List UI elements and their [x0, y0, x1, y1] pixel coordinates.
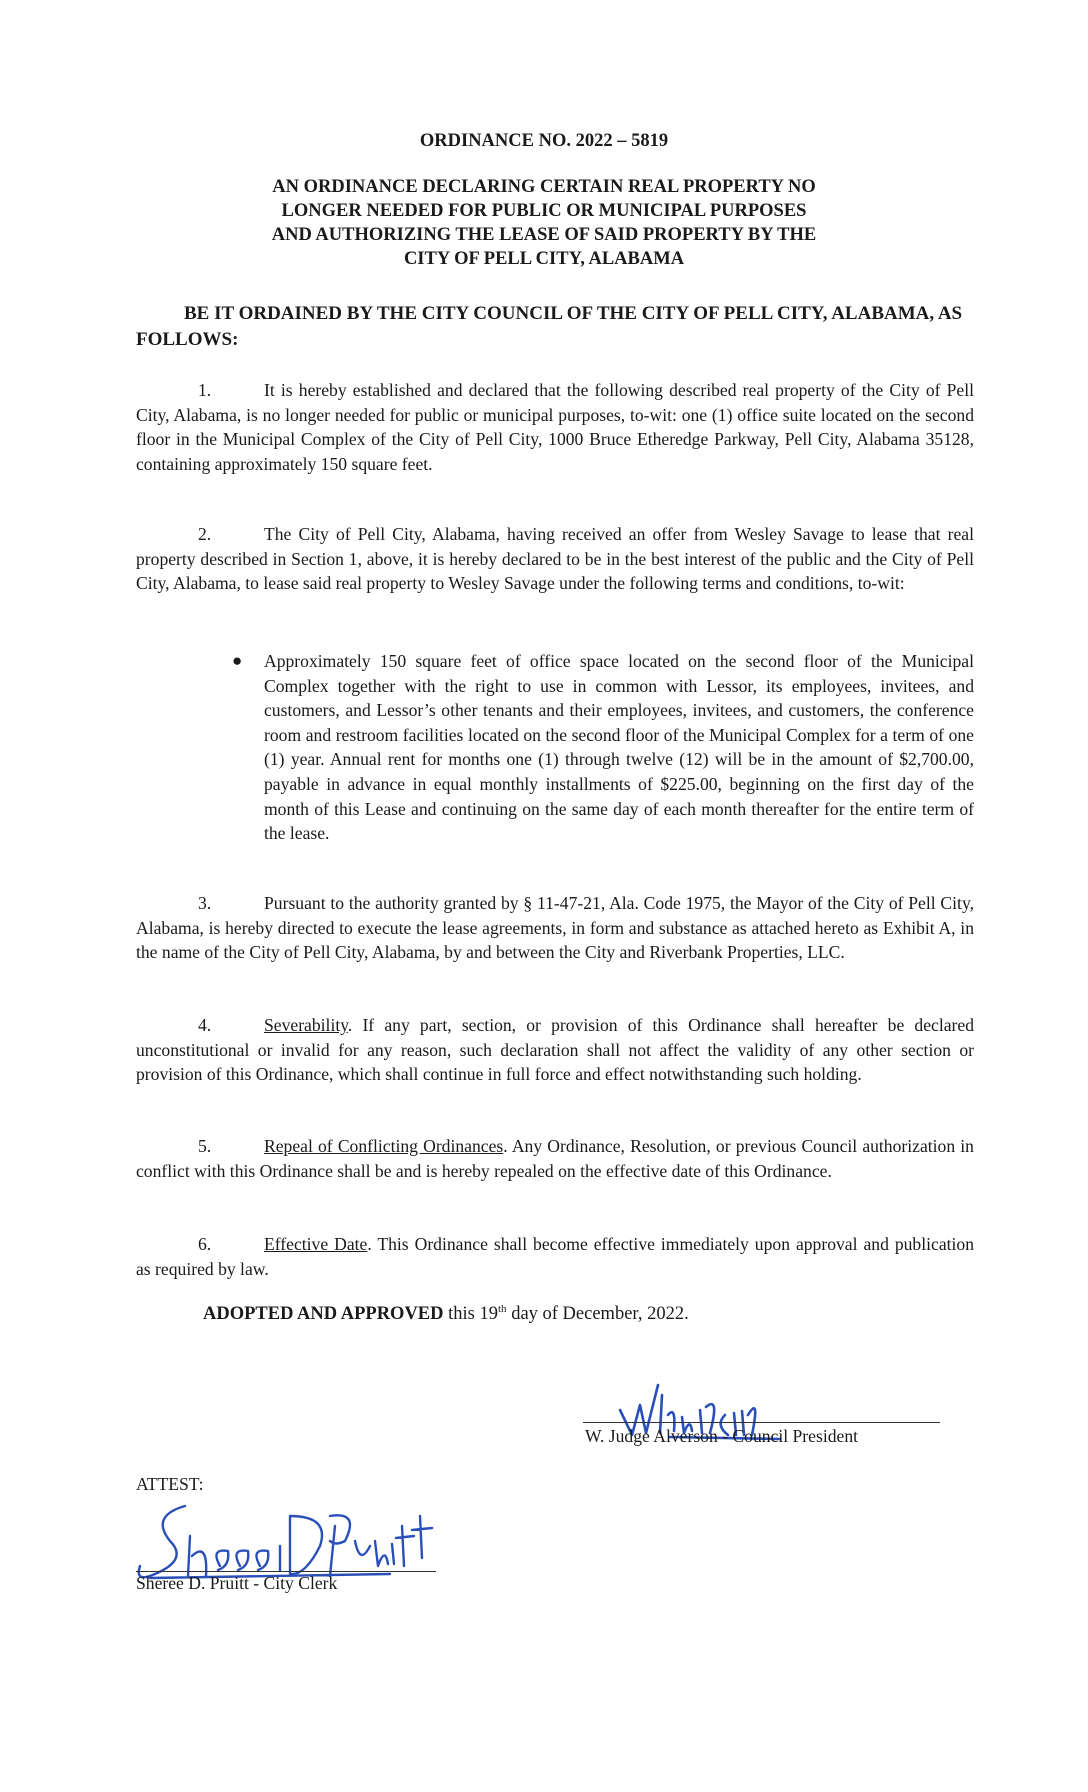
section-1 [136, 378, 974, 476]
section-6 [136, 1232, 974, 1281]
president-name: W. Judge Alverson - Council President [585, 1426, 859, 1446]
section-heading: Repeal of Conflicting Ordinances [264, 1136, 504, 1156]
section-2 [136, 522, 974, 596]
section-text: . If any part, section, or provision of this Ordinance shall hereafter be declared unconstitutional or invalid for any reason, such declaration shall not affect the validity of any other section or provision of this Ordinance, which shall continue in full force and effect notwithstanding such holding. [136, 1015, 974, 1085]
adoption-post: day of December, 2022. [506, 1304, 689, 1324]
president-signature-line [583, 1422, 940, 1423]
section-4 [136, 1013, 974, 1087]
clerk-name: Sheree D. Pruitt - City Clerk [136, 1573, 338, 1593]
section-heading: Effective Date [264, 1234, 368, 1254]
adoption-lead: ADOPTED AND APPROVED [203, 1304, 444, 1324]
section-heading: Severability [264, 1015, 348, 1035]
adoption-statement [203, 1304, 689, 1325]
title-line: AN ORDINANCE DECLARING CERTAIN REAL PROPERTY NO [272, 177, 816, 197]
bullet-icon: ● [232, 651, 243, 670]
clerk-signature-line [136, 1571, 436, 1572]
section-number: 6. [198, 1234, 212, 1254]
adoption-pre: this 19 [443, 1304, 498, 1324]
lease-terms-bullet [232, 649, 974, 846]
ordinance-number: ORDINANCE NO. 2022 – 5819 [419, 131, 669, 151]
title-line: CITY OF PELL CITY, ALABAMA [403, 249, 685, 269]
section-text: . This Ordinance shall become effective immediately upon approval and publication as required by law. [136, 1234, 974, 1279]
title-line: LONGER NEEDED FOR PUBLIC OR MUNICIPAL PURPOSES [281, 201, 807, 221]
section-number: 2. [198, 524, 212, 544]
bullet-text: Approximately 150 square feet of office space located on the second floor of the Municipal Complex together with the right to use in common with Lessor, its employees, invitees, and customers, and Lessor’s other tenants and their employees, invitees, and customers, the conference room and restroom facilities located on the second floor of the Municipal Complex for a term of one (1) year. Annual rent for months one (1) through twelve (12) will be in the amount of $2,700.00, payable in advance in equal monthly installments of $225.00, beginning on the first day of the month of this Lease and continuing on the same day of each month thereafter for the entire term of the lease. [264, 651, 974, 844]
title-line: AND AUTHORIZING THE LEASE OF SAID PROPERTY BY THE [271, 225, 817, 245]
section-number: 3. [198, 893, 212, 913]
section-text: Pursuant to the authority granted by § 11-47-21, Ala. Code 1975, the Mayor of the City of Pell City, Alabama, is hereby directed to execute the lease agreements, in form and substance as attached hereto as Exhibit A, in the name of the City of Pell City, Alabama, by and between the City and Riverbank Properties, LLC. [136, 893, 974, 963]
section-text: The City of Pell City, Alabama, having received an offer from Wesley Savage to lease that real property described in Section 1, above, it is hereby declared to be in the best interest of the public and the City of Pell City, Alabama, to lease said real property to Wesley Savage under the following terms and conditions, to-wit: [136, 524, 974, 594]
adoption-sup: th [498, 1302, 507, 1315]
section-number: 4. [198, 1015, 212, 1035]
ordinance-title [180, 175, 908, 271]
section-5 [136, 1134, 974, 1183]
enacting-clause: BE IT ORDAINED BY THE CITY COUNCIL OF THE CITY OF PELL CITY, ALABAMA, AS FOLLOWS: [136, 303, 963, 350]
section-number: 5. [198, 1136, 212, 1156]
section-number: 1. [198, 380, 212, 400]
attest-label: ATTEST: [136, 1474, 204, 1494]
section-text: . Any Ordinance, Resolution, or previous Council authorization in conflict with this Ordinance shall be and is hereby repealed on the effective date of this Ordinance. [136, 1136, 974, 1181]
section-3 [136, 891, 974, 965]
section-text: It is hereby established and declared that the following described real property of the City of Pell City, Alabama, is no longer needed for public or municipal purposes, to-wit: one (1) office suite located on the second floor in the Municipal Complex of the City of Pell City, 1000 Bruce Etheredge Parkway, Pell City, Alabama 35128, containing approximately 150 square feet. [136, 380, 974, 474]
